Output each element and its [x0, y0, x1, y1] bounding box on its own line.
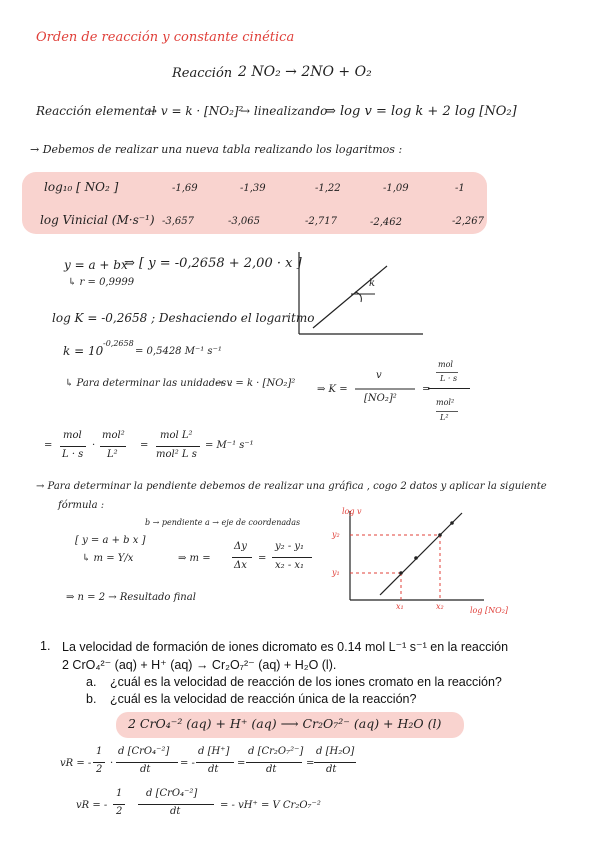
- slope-y-diff: y₂ - y₁: [275, 541, 305, 552]
- table-row1-cell: -1: [455, 183, 465, 194]
- slope-dy: Δy: [234, 541, 247, 552]
- vr2-lead: vR = -: [76, 800, 108, 811]
- units2-result: = M⁻¹ s⁻¹: [205, 440, 254, 451]
- table-row1-cell: -1,39: [240, 183, 266, 194]
- vr1-t3-num: d [Cr₂O₇²⁻]: [248, 746, 304, 757]
- slope-text-line2: fórmula :: [58, 500, 105, 511]
- vr2-t-den: dt: [170, 806, 181, 817]
- k-result: = 0,5428 M⁻¹ s⁻¹: [135, 346, 222, 357]
- vr1-t3-lead: =: [237, 758, 246, 769]
- units2-bar-c: [156, 445, 200, 448]
- question-b-text: ¿cuál es la velocidad de reacción única de la reacción?: [110, 692, 417, 706]
- slope-dx: Δx: [234, 560, 247, 571]
- slope-bar2: [272, 556, 312, 559]
- graph1-k-label: k: [369, 278, 376, 289]
- units2-dot: ·: [92, 440, 96, 451]
- table-row2-cell: -2,717: [305, 216, 338, 227]
- elemental-rate-law: → v = k · [NO₂]²: [147, 104, 244, 118]
- linear-sketch-graph: [295, 250, 425, 340]
- slope-bar1: [232, 556, 252, 559]
- graph2-x-axis-label: log [NO₂]: [470, 606, 509, 615]
- slope-graph: [344, 505, 494, 615]
- slope-b-note: b → pendiente a → eje de coordenadas: [145, 518, 301, 527]
- units-frac-num: v: [376, 370, 382, 381]
- fit-r: ↳ r = 0,9999: [68, 277, 135, 288]
- units2-c-den: mol² L s: [156, 449, 197, 460]
- table-intro: → Debemos de realizar una nueva tabla realizando los logaritmos :: [30, 143, 403, 156]
- units2-b-den: L²: [107, 449, 118, 460]
- vr2-tail: = - vH⁺ = V Cr₂O₇⁻²: [220, 800, 321, 811]
- fit-model: y = a + bx: [64, 258, 128, 272]
- reaction-label: Reacción: [172, 66, 233, 81]
- vr1-dot: ·: [110, 758, 114, 769]
- table-row2-cell: -2,267: [452, 216, 485, 227]
- vr1-t4-num: d [H₂O]: [316, 746, 355, 757]
- question-b-marker: b.: [86, 692, 97, 706]
- vr2-half-num: 1: [116, 788, 123, 799]
- graph1-fit-line: [313, 266, 387, 328]
- vr1-half-den: 2: [96, 764, 103, 775]
- vr1-half-num: 1: [96, 746, 103, 757]
- units-rate-law: → v = k · [NO₂]²: [215, 378, 296, 389]
- units2-a-den: L · s: [62, 449, 84, 460]
- table-row2-label: log Vinicial (M·s⁻¹): [40, 213, 155, 227]
- units-frac-den: [NO₂]²: [364, 393, 397, 404]
- vr1-t2-num: d [H⁺]: [198, 746, 230, 757]
- units-d1: L · s: [440, 374, 458, 383]
- k-exponent: -0,2658: [103, 339, 134, 348]
- elemental-log-equation: ⇒ log v = log k + 2 log [NO₂]: [325, 104, 517, 119]
- units-eq: =: [422, 384, 431, 395]
- question-number: 1.: [40, 639, 51, 653]
- units2-eq: =: [44, 440, 53, 451]
- graph2-point: [399, 571, 403, 575]
- table-row1-label: log₁₀ [ NO₂ ]: [44, 180, 119, 194]
- question-a-marker: a.: [86, 675, 97, 689]
- vr1-t1-num: d [CrO₄⁻²]: [118, 746, 170, 757]
- elemental-linearize: → linealizando: [240, 104, 328, 118]
- vr1-t1-den: dt: [140, 764, 151, 775]
- graph2-point: [438, 533, 442, 537]
- vr1-t4-lead: =: [306, 758, 315, 769]
- fit-result: ⇒ [ y = -0,2658 + 2,00 · x ]: [124, 256, 302, 271]
- table-row2-cell: -3,065: [228, 216, 261, 227]
- graph2-point: [414, 556, 418, 560]
- answer-equation: 2 CrO₄⁻² (aq) + H⁺ (aq) ⟶ Cr₂O₇²⁻ (aq) + H₂O (l): [128, 716, 442, 731]
- units2-a-num: mol: [63, 430, 82, 441]
- final-result: ⇒ n = 2 → Resultado final: [66, 592, 196, 603]
- units-lead: ↳ Para determinar las unidades :: [65, 378, 233, 389]
- vr1-t2-den: dt: [208, 764, 219, 775]
- vr1-t3-den: dt: [266, 764, 277, 775]
- vr2-t-num: d [CrO₄⁻²]: [146, 788, 198, 799]
- slope-x-diff: x₂ - x₁: [275, 560, 305, 571]
- page-title: Orden de reacción y constante cinética: [36, 30, 295, 45]
- graph2-x2-label: x₂: [436, 602, 444, 611]
- slope-model: [ y = a + b x ]: [75, 535, 146, 546]
- slope-formula-lead: ⇒ m =: [178, 553, 211, 564]
- table-row1-cell: -1,09: [383, 183, 409, 194]
- units-main-bar: [428, 387, 470, 390]
- units2-c-num: mol L²: [160, 430, 193, 441]
- units2-eq2: =: [140, 440, 149, 451]
- table-row2-cell: -3,657: [162, 216, 195, 227]
- graph2-x1-label: x₁: [396, 602, 404, 611]
- vr2-half-den: 2: [116, 806, 123, 817]
- graph2-y2-label: y₂: [332, 530, 340, 539]
- question-text-line1: La velocidad de formación de iones dicromato es 0.14 mol L⁻¹ s⁻¹ en la reacción: [62, 640, 509, 654]
- vr1-t2-lead: = -: [180, 758, 195, 769]
- log-k-line: log K = -0,2658 ; Deshaciendo el logaritmo: [52, 311, 315, 325]
- slope-eq: =: [258, 553, 267, 564]
- vr1-t4-den: dt: [326, 764, 337, 775]
- units2-b-num: mol²: [102, 430, 125, 441]
- table-row1-cell: -1,22: [315, 183, 341, 194]
- elemental-label: Reacción elemental: [36, 104, 156, 118]
- graph2-point: [450, 521, 454, 525]
- slope-m: ↳ m = Y/x: [82, 553, 134, 564]
- units-n2: mol²: [436, 398, 455, 407]
- question-a-text: ¿cuál es la velocidad de reacción de los iones cromato en la reacción?: [110, 675, 502, 689]
- k-base: k = 10: [63, 344, 104, 358]
- units-frac-bar: [355, 387, 415, 391]
- units2-bar-a: [60, 445, 86, 448]
- graph2-y1-label: y₁: [332, 568, 340, 577]
- units-d2: L²: [440, 413, 449, 422]
- units-n1: mol: [438, 360, 453, 369]
- table-row1-cell: -1,69: [172, 183, 198, 194]
- slope-text-line1: → Para determinar la pendiente debemos de realizar una gráfica , cogo 2 datos y aplicar la siguiente: [36, 481, 547, 492]
- table-row2-cell: -2,462: [370, 217, 403, 228]
- graph2-y-axis-label: log v: [342, 507, 362, 516]
- graph2-fit-line: [380, 513, 462, 595]
- vr1-lead: vR = -: [60, 758, 92, 769]
- units-implies: ⇒ K =: [317, 384, 348, 395]
- reaction-equation: 2 NO₂ → 2NO + O₂: [238, 64, 372, 80]
- question-text-line2: 2 CrO₄²⁻ (aq) + H⁺ (aq) → Cr₂O₇²⁻ (aq) + H₂O (l).: [62, 658, 337, 672]
- units2-bar-b: [100, 445, 126, 448]
